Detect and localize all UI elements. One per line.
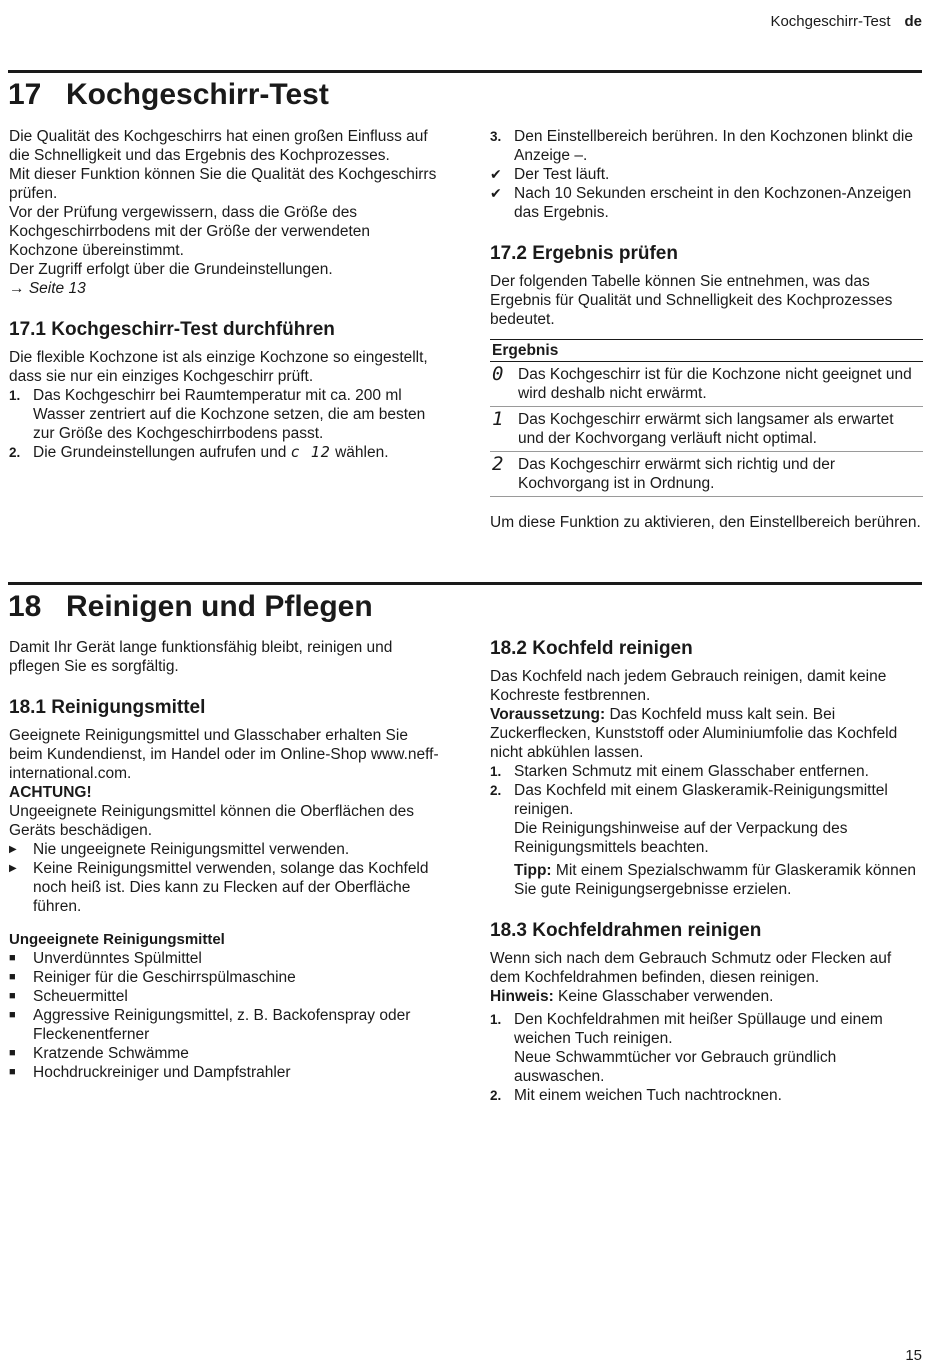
tip-label: Tipp: xyxy=(514,862,552,879)
paragraph: Das Kochfeld nach jedem Gebrauch reinigen, damit keine Kochreste festbrennen. xyxy=(490,668,887,704)
paragraph: Damit Ihr Gerät lange funktionsfähig bleibt, reinigen und pflegen Sie es sorgfältig. xyxy=(9,639,393,675)
warning-text: Ungeeignete Reinigungsmittel können die Oberflächen des Geräts beschädigen. xyxy=(9,803,414,839)
list-item-text: Nie ungeeignete Reinigungsmittel verwenden. xyxy=(33,841,350,858)
list-item-text: Keine Reinigungsmittel verwenden, solange das Kochfeld noch heiß ist. Dies kann zu Flecken auf der Oberfläche führen. xyxy=(33,860,429,915)
paragraph: Vor der Prüfung vergewissern, dass die Größe des Kochgeschirrbodens mit der Größe der verwendeten Kochzone übereinstimmt. xyxy=(9,204,370,259)
step-item xyxy=(9,386,441,443)
warning-label: ACHTUNG! xyxy=(9,784,92,801)
column-left-18 xyxy=(9,638,441,1082)
step-note: Neue Schwammtücher vor Gebrauch gründlich auswaschen. xyxy=(514,1049,837,1085)
step-number: 1. xyxy=(9,388,21,403)
column-left-17 xyxy=(9,127,441,462)
step-number: 1. xyxy=(490,764,502,779)
hint-label: Hinweis: xyxy=(490,988,554,1005)
hint xyxy=(490,987,922,1006)
chapter-title-text: Kochgeschirr-Test xyxy=(66,78,329,111)
table-cell: Das Kochgeschirr ist für die Kochzone nicht geeignet und wird deshalb nicht erwärmt. xyxy=(518,362,923,407)
step-text: Den Kochfeldrahmen mit heißer Spüllauge und einem weichen Tuch reinigen. xyxy=(514,1011,883,1047)
table-row xyxy=(490,407,923,452)
paragraph: Die flexible Kochzone ist als einzige Kochzone so eingestellt, dass sie nur ein einziges Kochgeschirr prüft. xyxy=(9,349,428,385)
language-code: de xyxy=(904,13,922,30)
step-number: 3. xyxy=(490,129,502,144)
table-cell: Das Kochgeschirr erwärmt sich langsamer als erwartet und der Kochvorgang verläuft nicht optimal. xyxy=(518,407,923,452)
step-number: 2. xyxy=(490,1088,502,1103)
square-bullet-icon: ■ xyxy=(9,1009,16,1021)
paragraph: Um diese Funktion zu aktivieren, den Einstellbereich berühren. xyxy=(490,514,921,531)
paragraph: Die Qualität des Kochgeschirrs hat einen großen Einfluss auf die Schnelligkeit und das Ergebnis des Kochprozesses. xyxy=(9,128,428,164)
paragraph: Geeignete Reinigungsmittel und Glasschaber erhalten Sie beim Kundendienst, im Handel oder im Online-Shop www.neff-international.com. xyxy=(9,727,439,782)
list-item xyxy=(9,1044,441,1063)
step-item xyxy=(490,127,922,165)
list-item-text: Hochdruckreiniger und Dampfstrahler xyxy=(33,1064,291,1081)
step-item xyxy=(490,762,922,781)
paragraph: Wenn sich nach dem Gebrauch Schmutz oder Flecken auf dem Kochfeldrahmen befinden, diesen reinigen. xyxy=(490,950,892,986)
chapter-number: 17 xyxy=(8,78,42,111)
column-right-18 xyxy=(490,637,922,1105)
triangle-bullet-icon: ▶ xyxy=(9,863,17,874)
page-reference-link[interactable] xyxy=(9,279,441,298)
square-bullet-icon: ■ xyxy=(9,990,16,1002)
section-title: 18.1 Reinigungsmittel xyxy=(9,697,206,718)
section-title: 18.2 Kochfeld reinigen xyxy=(490,638,693,659)
list-title: Ungeeignete Reinigungsmittel xyxy=(9,931,225,948)
result-item xyxy=(490,165,922,184)
square-bullet-icon: ■ xyxy=(9,952,16,964)
step-item xyxy=(490,781,922,899)
table-header: Ergebnis xyxy=(490,340,923,362)
step-item xyxy=(490,1086,922,1105)
step-number: 1. xyxy=(490,1012,502,1027)
list-item-text: Unverdünntes Spülmittel xyxy=(33,950,202,967)
step-list xyxy=(490,1010,922,1105)
requirement-text: Das Kochfeld muss kalt sein. Bei Zuckerflecken, Kunststoff oder Aluminiumfolie das Kochfeld nicht abkühlen lassen. xyxy=(490,706,898,761)
list-item xyxy=(9,968,441,987)
list-item xyxy=(9,949,441,968)
result-text: Nach 10 Sekunden erscheint in den Kochzonen-Anzeigen das Ergebnis. xyxy=(514,185,912,221)
paragraph: Der Zugriff erfolgt über die Grundeinstellungen. xyxy=(9,261,333,278)
chapter-title-text: Reinigen und Pflegen xyxy=(66,590,373,623)
table-cell: Das Kochgeschirr erwärmt sich richtig und der Kochvorgang ist in Ordnung. xyxy=(518,452,923,497)
chapter-title xyxy=(8,589,373,625)
list-item xyxy=(9,859,441,916)
instruction-list xyxy=(9,840,441,916)
column-right-17 xyxy=(490,127,922,532)
result-symbol: 1 xyxy=(490,407,518,452)
square-bullet-icon: ■ xyxy=(9,971,16,983)
step-text: Den Einstellbereich berühren. In den Kochzonen blinkt die Anzeige –. xyxy=(514,128,913,164)
step-text: wählen. xyxy=(335,444,389,461)
step-number: 2. xyxy=(9,445,21,460)
paragraph: Mit dieser Funktion können Sie die Qualität des Kochgeschirrs prüfen. xyxy=(9,166,437,202)
tip-text: Mit einem Spezialschwamm für Glaskeramik können Sie gute Reinigungsergebnisse erzielen. xyxy=(514,862,916,898)
table-row xyxy=(490,362,923,407)
section-title: 18.3 Kochfeldrahmen reinigen xyxy=(490,920,762,941)
step-text: Das Kochfeld mit einem Glaskeramik-Reinigungsmittel reinigen. xyxy=(514,782,888,818)
display-symbol: c 12 xyxy=(290,443,331,461)
step-list xyxy=(490,127,922,222)
result-text: Der Test läuft. xyxy=(514,166,610,183)
arrow-right-icon: → xyxy=(9,280,25,297)
list-item xyxy=(9,987,441,1006)
result-symbol: 0 xyxy=(490,362,518,407)
check-icon: ✔ xyxy=(490,185,502,201)
section-title: 17.2 Ergebnis prüfen xyxy=(490,243,678,264)
chapter-number: 18 xyxy=(8,590,42,623)
list-item xyxy=(9,1006,441,1044)
running-header-title: Kochgeschirr-Test xyxy=(770,13,891,30)
chapter-rule xyxy=(8,582,922,585)
page-reference-text: Seite 13 xyxy=(28,280,86,297)
step-list xyxy=(9,386,441,462)
step-text: Mit einem weichen Tuch nachtrocknen. xyxy=(514,1087,782,1104)
chapter-rule xyxy=(8,70,922,73)
result-symbol: 2 xyxy=(490,452,518,497)
step-text: Das Kochgeschirr bei Raumtemperatur mit ca. 200 ml Wasser zentriert auf die Kochzone setzen, die am besten zur Größe des Kochgeschirrbodens passt. xyxy=(33,387,426,442)
square-bullet-icon: ■ xyxy=(9,1066,16,1078)
requirement xyxy=(490,705,922,762)
step-number: 2. xyxy=(490,783,502,798)
check-icon: ✔ xyxy=(490,166,502,182)
list-item xyxy=(9,840,441,859)
triangle-bullet-icon: ▶ xyxy=(9,844,17,855)
list-item xyxy=(9,1063,441,1082)
list-item-text: Reiniger für die Geschirrspülmaschine xyxy=(33,969,296,986)
chapter-title xyxy=(8,77,329,113)
step-text: Die Grundeinstellungen aufrufen und xyxy=(33,444,287,461)
running-header xyxy=(770,12,922,31)
step-list xyxy=(490,762,922,899)
list-item-text: Aggressive Reinigungsmittel, z. B. Backofenspray oder Fleckenentferner xyxy=(33,1007,411,1043)
list-item-text: Kratzende Schwämme xyxy=(33,1045,189,1062)
result-table xyxy=(490,339,923,497)
table-row xyxy=(490,452,923,497)
bullet-list xyxy=(9,949,441,1082)
list-item-text: Scheuermittel xyxy=(33,988,128,1005)
section-title: 17.1 Kochgeschirr-Test durchführen xyxy=(9,319,335,340)
hint-text: Keine Glasschaber verwenden. xyxy=(558,988,774,1005)
step-note: Die Reinigungshinweise auf der Verpackung des Reinigungsmittels beachten. xyxy=(514,820,848,856)
requirement-label: Voraussetzung: xyxy=(490,706,606,723)
step-item xyxy=(9,443,441,462)
paragraph: Der folgenden Tabelle können Sie entnehmen, was das Ergebnis für Qualität und Schnelligkeit des Kochprozesses bedeutet. xyxy=(490,273,893,328)
square-bullet-icon: ■ xyxy=(9,1047,16,1059)
step-item xyxy=(490,1010,922,1086)
result-item xyxy=(490,184,922,222)
page-number: 15 xyxy=(905,1347,922,1364)
tip xyxy=(514,861,922,899)
step-text: Starken Schmutz mit einem Glasschaber entfernen. xyxy=(514,763,869,780)
